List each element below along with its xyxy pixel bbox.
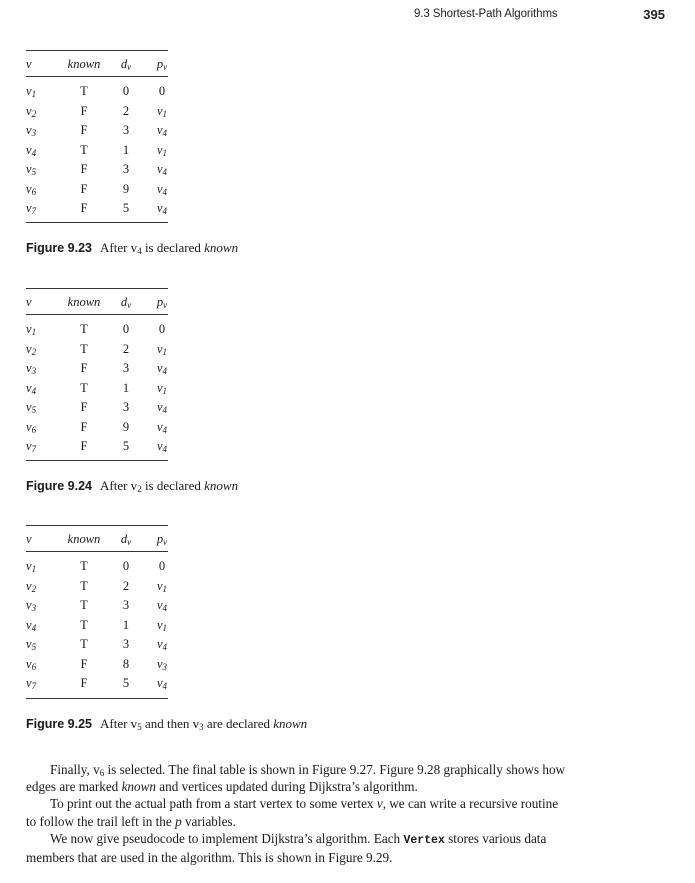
cell-known: F bbox=[80, 656, 88, 671]
page-number: 395 bbox=[643, 7, 665, 22]
cell-p: $v_1$ bbox=[156, 341, 168, 357]
cell-known: T bbox=[80, 617, 88, 632]
table-body bbox=[26, 322, 168, 459]
cell-v: $v_7$ bbox=[26, 676, 37, 691]
cell-v: $v_3$ bbox=[26, 598, 37, 613]
cell-known: F bbox=[80, 419, 88, 434]
cell-v: $v_6$ bbox=[26, 181, 37, 197]
cell-d: 9 bbox=[122, 181, 130, 196]
cell-p: $v_4$ bbox=[156, 637, 168, 652]
cell-v: $v_4$ bbox=[26, 142, 37, 158]
col-header-p: $p_v$ bbox=[156, 532, 168, 547]
figure-9-23-table bbox=[26, 50, 168, 222]
table-top-rule bbox=[26, 50, 168, 51]
table-bottom-rule bbox=[26, 222, 168, 223]
running-head: 9.3 Shortest-Path Algorithms bbox=[414, 8, 558, 20]
table-row bbox=[26, 182, 168, 202]
cell-known: T bbox=[80, 84, 88, 98]
table-row bbox=[26, 84, 168, 104]
cell-known: F bbox=[80, 439, 88, 453]
cell-v: $v_5$ bbox=[26, 162, 37, 177]
table-row bbox=[26, 579, 168, 599]
cell-known: F bbox=[80, 181, 88, 196]
cell-d: 2 bbox=[122, 103, 130, 118]
cell-v: $v_1$ bbox=[26, 84, 37, 99]
cell-p: $v_4$ bbox=[156, 400, 168, 415]
table-row bbox=[26, 361, 168, 381]
cell-known: T bbox=[80, 341, 88, 356]
cell-known: T bbox=[80, 142, 88, 157]
cell-p: $v_4$ bbox=[156, 123, 168, 138]
cell-d: 3 bbox=[122, 637, 130, 651]
col-header-known: known bbox=[67, 57, 101, 71]
cell-d: 3 bbox=[122, 598, 130, 612]
cell-d: 8 bbox=[122, 656, 130, 671]
figure-9-25-caption: Figure 9.25 After $v_5$ and then $v_3$ are declared known bbox=[26, 716, 308, 732]
cell-p: $v_4$ bbox=[156, 598, 168, 613]
cell-d: 2 bbox=[122, 341, 130, 356]
cell-known: F bbox=[80, 162, 88, 176]
cell-p: $v_4$ bbox=[156, 201, 168, 216]
table-row bbox=[26, 637, 168, 657]
table-row bbox=[26, 598, 168, 618]
col-header-v: v bbox=[26, 57, 32, 71]
cell-v: $v_5$ bbox=[26, 637, 37, 652]
col-header-p: $p_v$ bbox=[156, 57, 168, 72]
figure-9-23-caption: Figure 9.23 After $v_4$ is declared known bbox=[26, 240, 239, 256]
cell-p: 0 bbox=[158, 559, 166, 573]
col-header-d: $d_v$ bbox=[120, 57, 132, 72]
cell-d: 2 bbox=[122, 578, 130, 593]
cell-d: 3 bbox=[122, 361, 130, 375]
table-row bbox=[26, 162, 168, 182]
figure-9-24-caption: Figure 9.24 After $v_2$ is declared known bbox=[26, 478, 239, 494]
cell-d: 1 bbox=[122, 617, 130, 632]
table-row bbox=[26, 123, 168, 143]
table-header-row bbox=[26, 295, 168, 313]
cell-known: F bbox=[80, 103, 88, 118]
table-bottom-rule bbox=[26, 698, 168, 699]
cell-known: F bbox=[80, 676, 88, 690]
cell-p: 0 bbox=[158, 322, 166, 336]
table-row bbox=[26, 559, 168, 579]
figure-9-24-table bbox=[26, 288, 168, 460]
cell-p: $v_1$ bbox=[156, 103, 168, 119]
col-header-v: v bbox=[26, 532, 32, 546]
cell-known: T bbox=[80, 322, 88, 336]
figure-label: Figure 9.24 bbox=[26, 479, 92, 493]
cell-p: $v_4$ bbox=[156, 162, 168, 177]
cell-p: 0 bbox=[158, 84, 166, 98]
cell-p: $v_1$ bbox=[156, 380, 168, 396]
cell-v: $v_5$ bbox=[26, 400, 37, 415]
table-row bbox=[26, 676, 168, 696]
paragraph: We now give pseudocode to implement Dijkstra’s algorithm. Each Vertex stores various data members that are used in the algorithm. This is shown in Figure 9.29. bbox=[26, 830, 547, 866]
code-vertex: Vertex bbox=[403, 833, 445, 847]
figure-label: Figure 9.25 bbox=[26, 717, 92, 731]
cell-d: 5 bbox=[122, 676, 130, 690]
table-row bbox=[26, 439, 168, 459]
col-header-v: v bbox=[26, 295, 32, 309]
figure-label: Figure 9.23 bbox=[26, 241, 92, 255]
cell-v: $v_2$ bbox=[26, 341, 37, 357]
cell-v: $v_1$ bbox=[26, 322, 37, 337]
table-row bbox=[26, 381, 168, 401]
cell-known: F bbox=[80, 361, 88, 375]
col-header-known: known bbox=[67, 295, 101, 309]
cell-p: $v_4$ bbox=[156, 419, 168, 435]
cell-v: $v_7$ bbox=[26, 439, 37, 454]
cell-known: T bbox=[80, 637, 88, 651]
cell-v: $v_2$ bbox=[26, 103, 37, 119]
figure-9-25-table bbox=[26, 525, 168, 698]
cell-p: $v_4$ bbox=[156, 439, 168, 454]
cell-d: 0 bbox=[122, 84, 130, 98]
body-text bbox=[26, 761, 566, 866]
cell-d: 1 bbox=[122, 380, 130, 395]
table-row bbox=[26, 400, 168, 420]
cell-p: $v_1$ bbox=[156, 578, 168, 594]
table-row bbox=[26, 618, 168, 638]
col-header-known: known bbox=[67, 532, 101, 546]
cell-d: 0 bbox=[122, 559, 130, 573]
table-header-row bbox=[26, 532, 168, 550]
cell-d: 5 bbox=[122, 439, 130, 453]
cell-d: 3 bbox=[122, 123, 130, 137]
table-header-row bbox=[26, 57, 168, 75]
cell-v: $v_6$ bbox=[26, 419, 37, 435]
table-body bbox=[26, 84, 168, 221]
col-header-d: $d_v$ bbox=[120, 532, 132, 547]
cell-known: F bbox=[80, 123, 88, 137]
table-header-rule bbox=[26, 314, 168, 315]
cell-p: $v_4$ bbox=[156, 181, 168, 197]
cell-d: 1 bbox=[122, 142, 130, 157]
cell-p: $v_1$ bbox=[156, 617, 168, 633]
table-row bbox=[26, 657, 168, 677]
cell-p: $v_3$ bbox=[156, 656, 168, 672]
cell-known: F bbox=[80, 400, 88, 414]
cell-d: 9 bbox=[122, 419, 130, 434]
table-header-rule bbox=[26, 551, 168, 552]
cell-d: 3 bbox=[122, 162, 130, 176]
paragraph: To print out the actual path from a start vertex to some vertex v, we can write a recursive routine to follow the trail left in the p variables. bbox=[26, 796, 559, 829]
cell-known: T bbox=[80, 578, 88, 593]
table-row bbox=[26, 104, 168, 124]
cell-known: F bbox=[80, 201, 88, 215]
table-body bbox=[26, 559, 168, 696]
cell-v: $v_4$ bbox=[26, 617, 37, 633]
cell-known: T bbox=[80, 380, 88, 395]
table-bottom-rule bbox=[26, 460, 168, 461]
cell-d: 0 bbox=[122, 322, 130, 336]
cell-v: $v_3$ bbox=[26, 361, 37, 376]
cell-p: $v_1$ bbox=[156, 142, 168, 158]
cell-v: $v_1$ bbox=[26, 559, 37, 574]
cell-p: $v_4$ bbox=[156, 676, 168, 691]
cell-v: $v_2$ bbox=[26, 578, 37, 594]
table-top-rule bbox=[26, 525, 168, 526]
cell-known: T bbox=[80, 598, 88, 612]
table-row bbox=[26, 420, 168, 440]
table-row bbox=[26, 322, 168, 342]
table-top-rule bbox=[26, 288, 168, 289]
cell-v: $v_6$ bbox=[26, 656, 37, 672]
page-header bbox=[0, 7, 695, 25]
cell-v: $v_4$ bbox=[26, 380, 37, 396]
table-row bbox=[26, 342, 168, 362]
table-row bbox=[26, 201, 168, 221]
cell-known: T bbox=[80, 559, 88, 573]
table-header-rule bbox=[26, 76, 168, 77]
cell-v: $v_3$ bbox=[26, 123, 37, 138]
col-header-p: $p_v$ bbox=[156, 295, 168, 310]
cell-p: $v_4$ bbox=[156, 361, 168, 376]
cell-v: $v_7$ bbox=[26, 201, 37, 216]
table-row bbox=[26, 143, 168, 163]
cell-d: 3 bbox=[122, 400, 130, 414]
paragraph: Finally, $v_6$ is selected. The final table is shown in Figure 9.27. Figure 9.28 graphically shows how edges are marked known and vertices updated during Dijkstra’s algorithm. bbox=[26, 762, 566, 795]
col-header-d: $d_v$ bbox=[120, 295, 132, 310]
cell-d: 5 bbox=[122, 201, 130, 215]
